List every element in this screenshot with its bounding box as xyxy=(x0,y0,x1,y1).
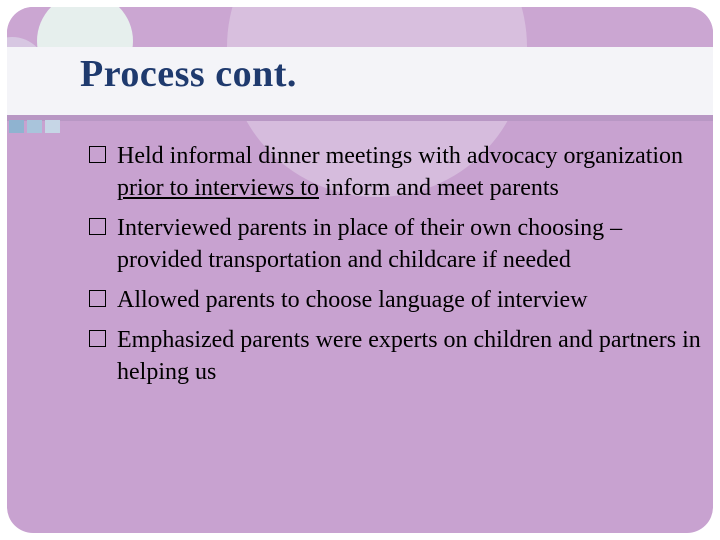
decor-square-2 xyxy=(27,120,42,133)
bullet-underlined-text: prior to interviews to xyxy=(117,175,319,201)
bullet-text: Emphasized parents were experts on children and partners in helping us xyxy=(117,327,701,385)
bullet-item xyxy=(85,140,705,204)
bullet-text: Allowed parents to choose language of interview xyxy=(117,287,588,313)
bullet-item xyxy=(85,212,705,276)
decor-square-3 xyxy=(45,120,60,133)
bullet-list xyxy=(85,140,705,396)
bullet-text: Interviewed parents in place of their own choosing – provided transportation and childcare if needed xyxy=(117,215,623,273)
bullet-text-part: Held informal dinner meetings with advocacy organization xyxy=(117,143,684,169)
decor-square-1 xyxy=(9,120,24,133)
bullet-square-icon xyxy=(89,330,106,347)
bullet-square-icon xyxy=(89,290,106,307)
bullet-item xyxy=(85,324,705,388)
bullet-square-icon xyxy=(89,146,106,163)
bullet-square-icon xyxy=(89,218,106,235)
slide-title: Process cont. xyxy=(80,53,297,95)
bullet-item xyxy=(85,284,705,316)
title-band-shadow xyxy=(7,115,713,121)
bullet-text-part: inform and meet parents xyxy=(318,175,559,201)
